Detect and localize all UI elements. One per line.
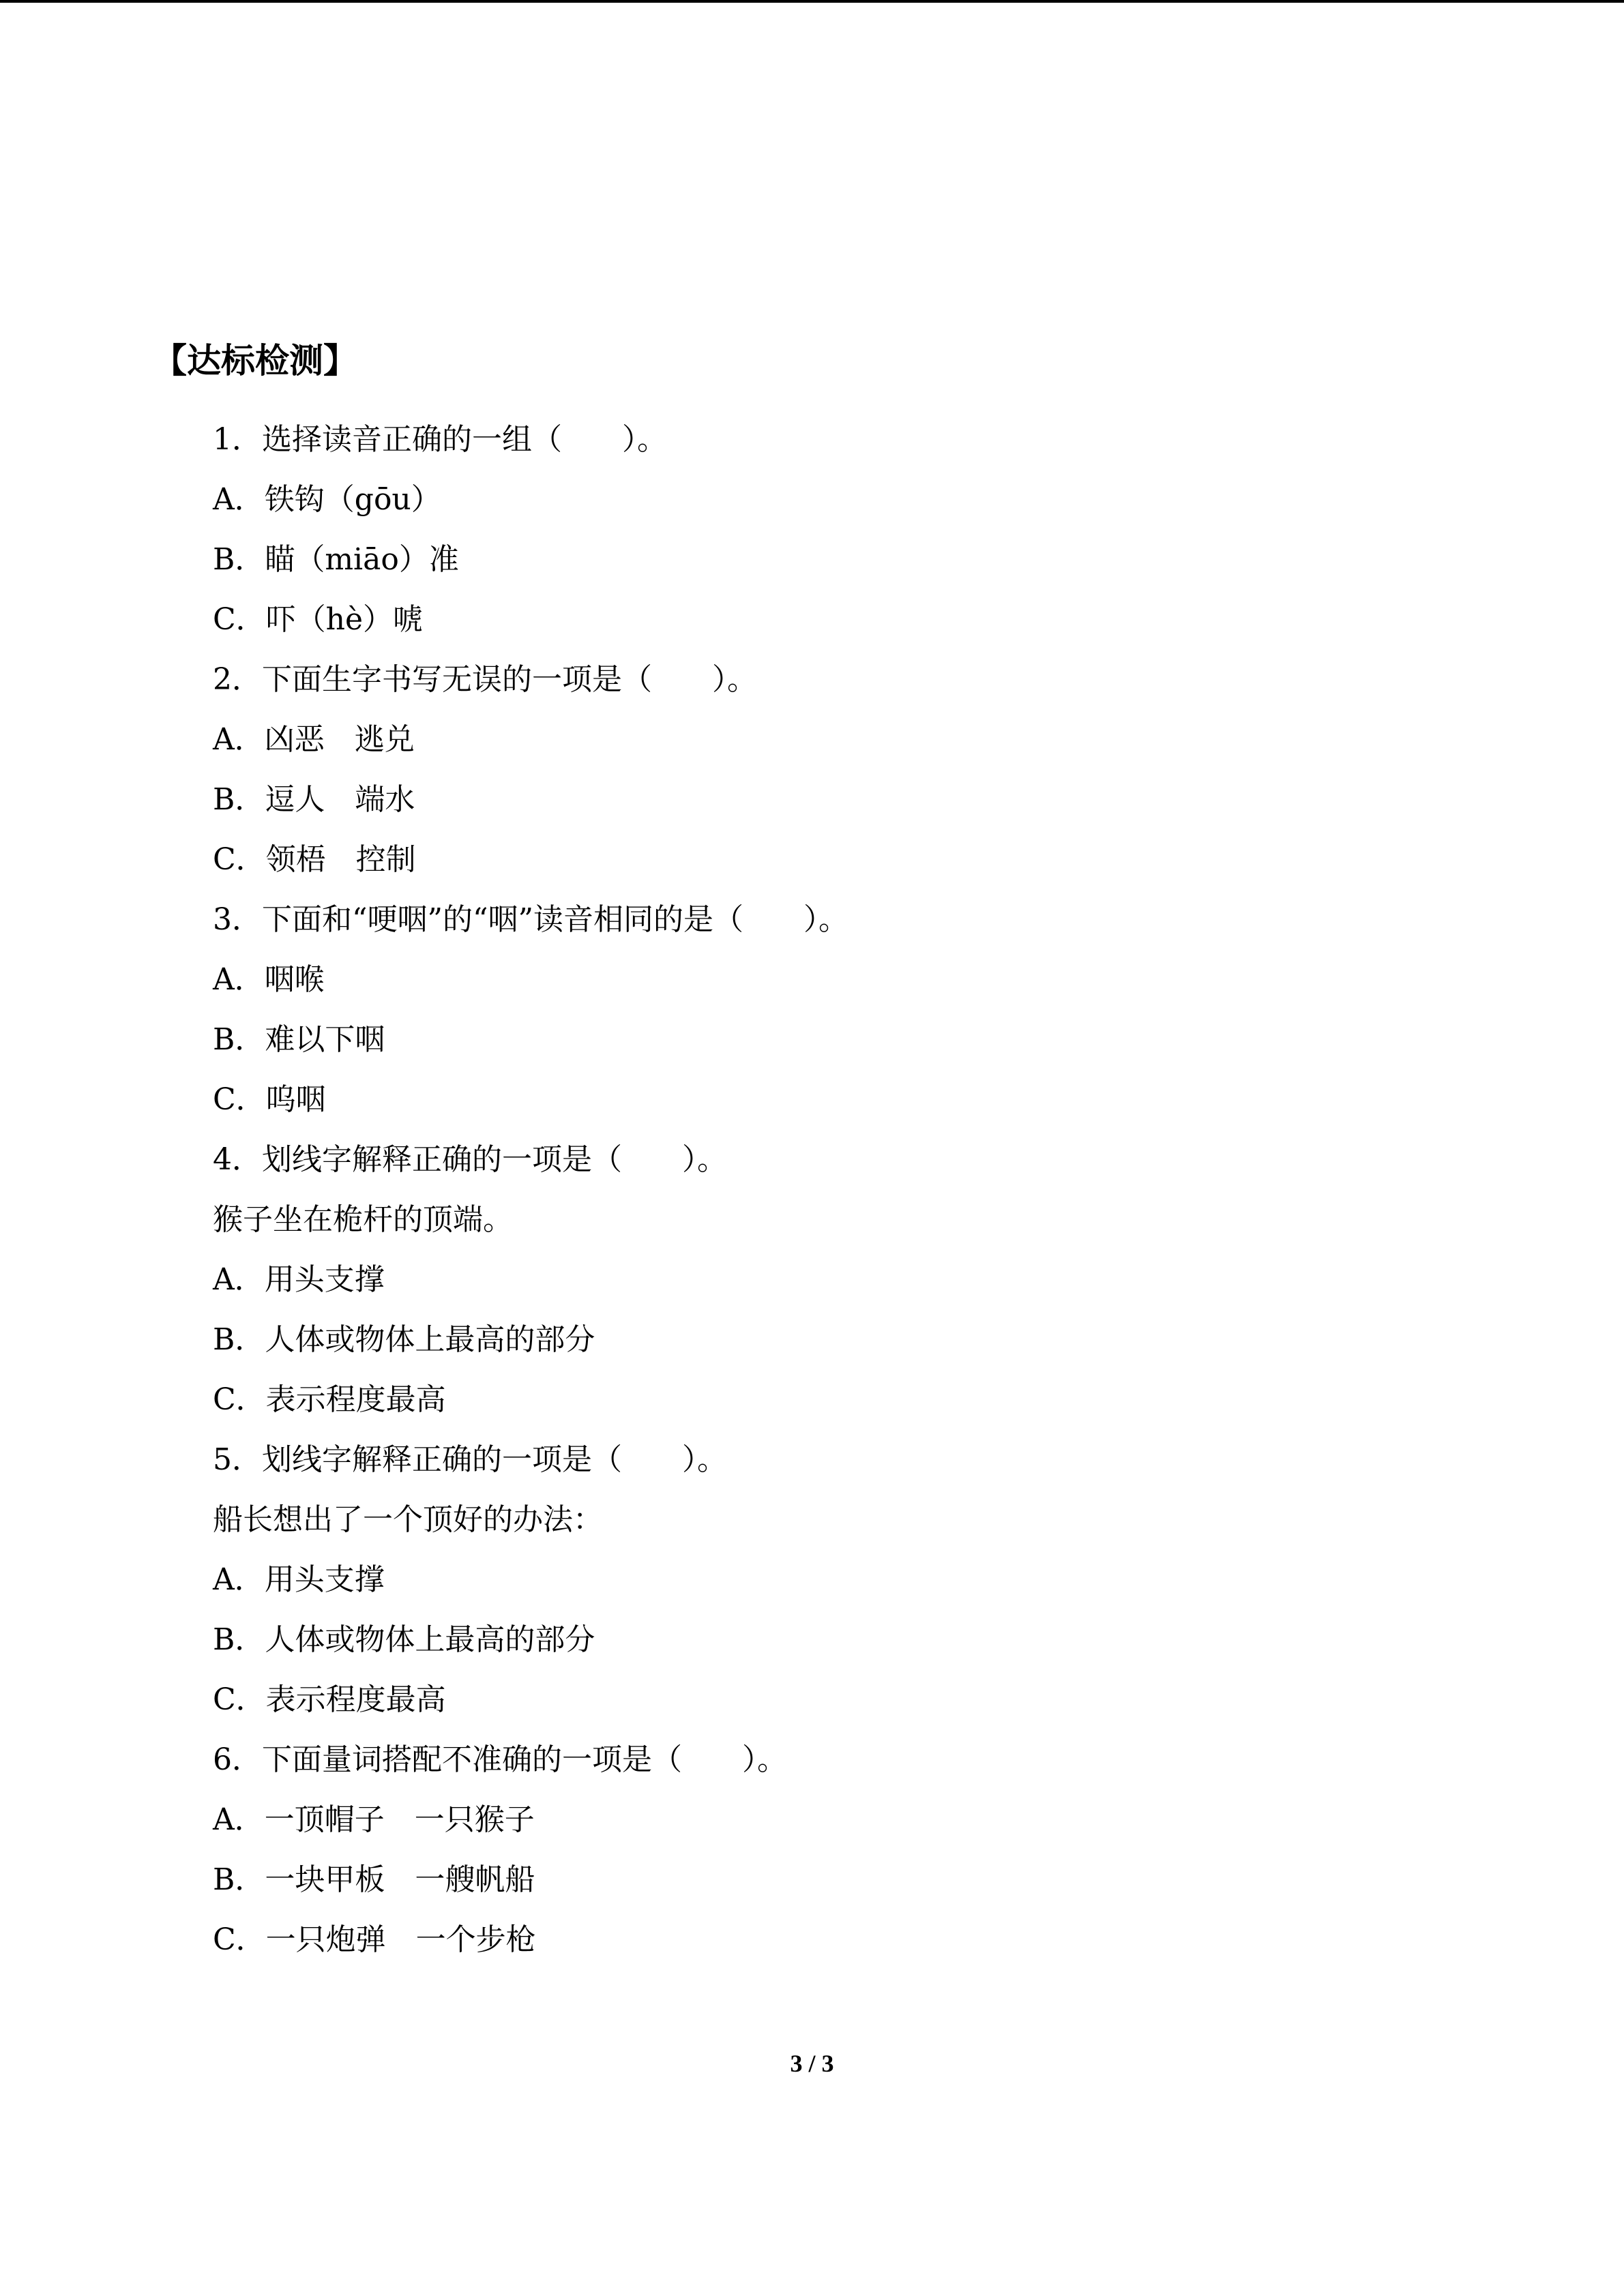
question-line: 6．下面量词搭配不准确的一项是（ ）。 [213,1742,787,1777]
question-line: 船长想出了一个顶好的办法： [213,1502,603,1537]
question-line: C．表示程度最高 [213,1682,446,1717]
question-line: 3．下面和“哽咽”的“咽”读音相同的是（ ）。 [213,902,848,937]
question-line: C．表示程度最高 [213,1382,446,1417]
question-line: C．呜咽 [213,1082,326,1117]
question-line: 4．划线字解释正确的一项是（ ）。 [213,1142,727,1177]
question-list [213,416,848,1976]
question-line: B．一块甲板 一艘帆船 [213,1862,535,1897]
question-line: B．人体或物体上最高的部分 [213,1622,595,1657]
question-line: A．用头支撑 [213,1262,385,1297]
question-line: A．用头支撑 [213,1562,385,1597]
question-line: 2．下面生字书写无误的一项是（ ）。 [213,662,757,697]
question-line: B．人体或物体上最高的部分 [213,1322,595,1357]
question-line: B．瞄（miāo）准 [213,542,459,577]
question-line: C．一只炮弹 一个步枪 [213,1922,536,1957]
top-border-line [0,0,1624,3]
question-line: C．吓（hè）唬 [213,602,424,637]
question-line: B．逗人 端水 [213,782,415,817]
page-number: 3 / 3 [790,2050,834,2077]
question-line: 猴子坐在桅杆的顶端。 [213,1202,513,1237]
question-line: 1．选择读音正确的一组（ ）。 [213,422,667,457]
question-line: A．咽喉 [213,962,325,997]
question-line: A．铁钩（gōu） [213,482,441,517]
question-line: B．难以下咽 [213,1022,385,1057]
question-line: A．凶恶 逃兑 [213,722,415,757]
question-line: C．领梧 控制 [213,842,416,877]
question-line: A．一顶帽子 一只猴子 [213,1802,535,1837]
question-line: 5．划线字解释正确的一项是（ ）。 [213,1442,727,1477]
section-heading: 【达标检测】 [153,341,357,381]
